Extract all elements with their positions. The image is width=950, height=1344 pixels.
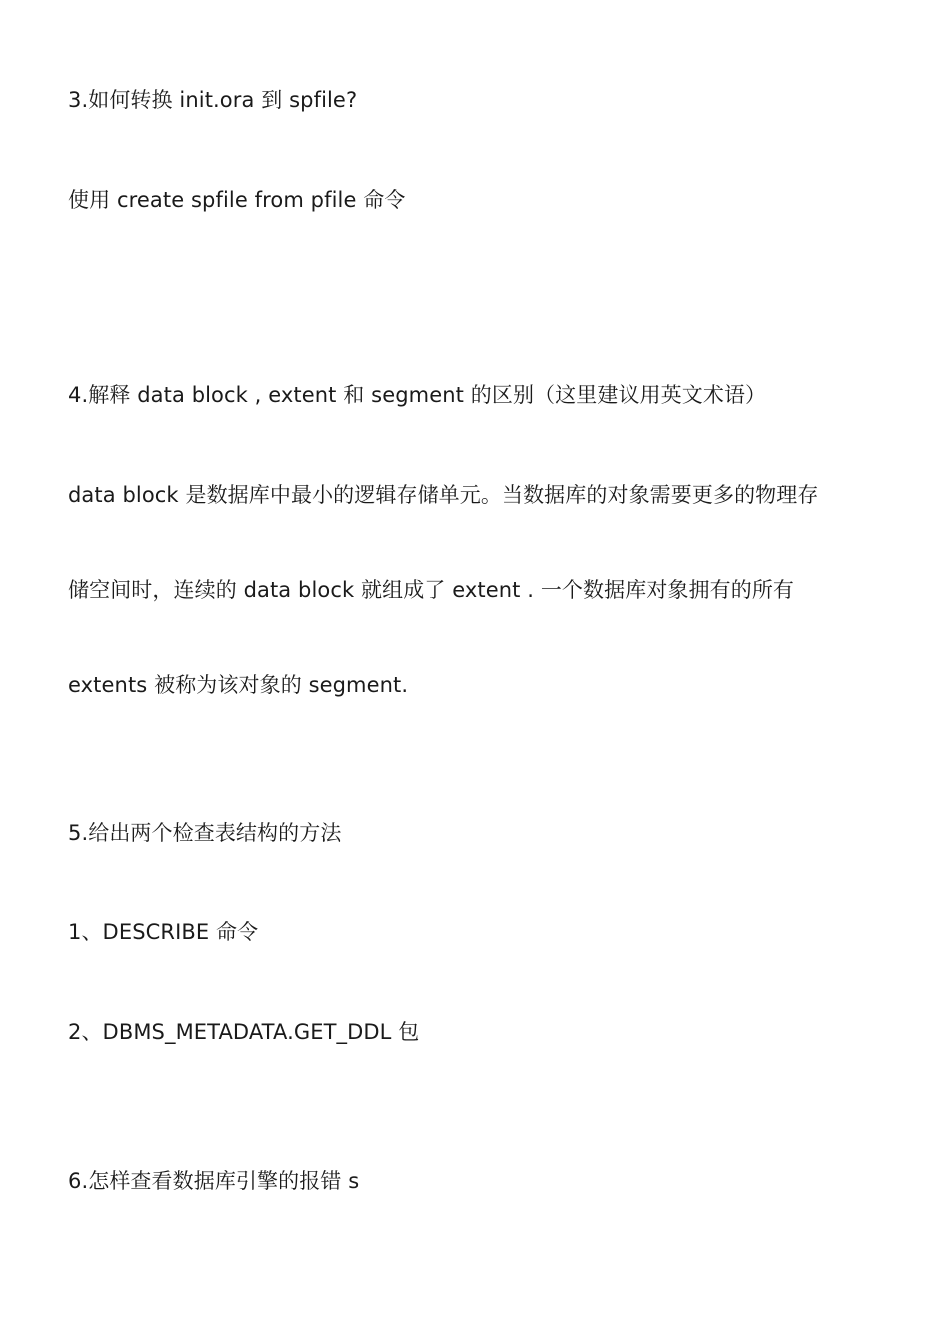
question-6-heading: 6.怎样查看数据库引擎的报错 s [68, 1169, 360, 1193]
answer-4-line-1: data block 是数据库中最小的逻辑存储单元。当数据库的对象需要更多的物理存 [68, 483, 819, 507]
answer-5-item-2: 2、DBMS_METADATA.GET_DDL 包 [68, 1020, 420, 1044]
answer-5-item-1: 1、DESCRIBE 命令 [68, 920, 259, 944]
question-5-heading: 5.给出两个检查表结构的方法 [68, 821, 342, 845]
answer-4-line-2: 储空间时，连续的 data block 就组成了 extent . 一个数据库对象拥有的所有 [68, 578, 795, 602]
answer-3-text: 使用 create spfile from pfile 命令 [68, 188, 406, 212]
question-4-heading: 4.解释 data block , extent 和 segment 的区别（这里建议用英文术语） [68, 383, 767, 407]
question-3-heading: 3.如何转换 init.ora 到 spfile? [68, 88, 358, 112]
answer-4-line-3: extents 被称为该对象的 segment. [68, 673, 409, 697]
